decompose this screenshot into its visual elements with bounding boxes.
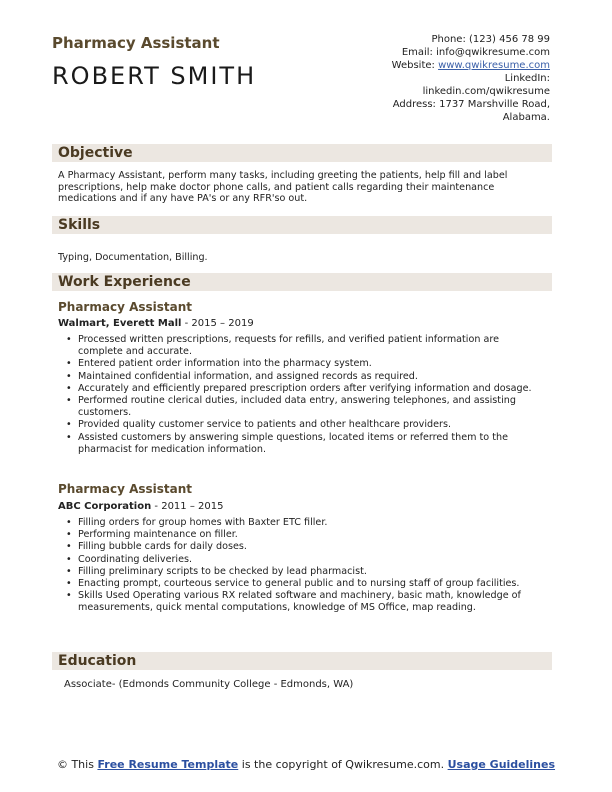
list-item: • Performed routine clerical duties, included data entry, answering telephones, and assisting customers. (60, 395, 540, 419)
contact-block (290, 33, 550, 124)
job-1-dates: - 2015 – 2019 (181, 318, 254, 329)
footer-copyright: © This Free Resume Template is the copyright of Qwikresume.com. Usage Guidelines (56, 758, 556, 771)
list-item: • Assisted customers by answering simple questions, located items or referred them to the pharmacist for medication information. (60, 432, 540, 456)
list-item: • Entered patient order information into the pharmacy system. (60, 358, 540, 370)
job-2-employer: ABC Corporation (58, 501, 152, 512)
contact-linkedin: linkedin.com/qwikresume (422, 86, 550, 97)
objective-section-header (52, 144, 552, 162)
list-item: • Filling bubble cards for daily doses. (60, 541, 540, 553)
work-section-header (52, 273, 552, 291)
candidate-name: ROBERT SMITH (52, 62, 257, 90)
contact-linkedin-label: LinkedIn: (504, 73, 550, 84)
contact-website: Website: www.qwikresume.com (391, 60, 550, 71)
job-1-employer: Walmart, Everett Mall (58, 318, 182, 329)
header-job-title: Pharmacy Assistant (52, 34, 220, 52)
contact-address: Address: 1737 Marshville Road, (392, 99, 550, 110)
list-item: • Skills Used Operating various RX related software and machinery, basic math, knowledge of measurements, quick mental computations, knowledge of MS Office, map reading. (60, 590, 540, 614)
list-item: • Filling orders for group homes with Baxter ETC filler. (60, 517, 540, 529)
job-2-employer-line (58, 501, 223, 512)
skills-heading: Skills (58, 217, 101, 233)
skills-text: Typing, Documentation, Billing. (58, 252, 208, 263)
job-1-bullets (60, 334, 540, 456)
list-item: • Maintained confidential information, and assigned records as required. (60, 371, 540, 383)
job-2-dates: - 2011 – 2015 (151, 501, 224, 512)
website-link[interactable]: www.qwikresume.com (438, 60, 550, 71)
education-heading: Education (58, 653, 137, 669)
list-item: • Accurately and efficiently prepared prescription orders after verifying information and dosage. (60, 383, 540, 395)
job-1-employer-line (58, 318, 254, 329)
list-item: • Processed written prescriptions, requests for refills, and verified patient information are complete and accurate. (60, 334, 540, 358)
contact-phone: Phone: (123) 456 78 99 (431, 34, 550, 45)
job-2-title: Pharmacy Assistant (58, 482, 193, 496)
list-item: • Filling preliminary scripts to be checked by lead pharmacist. (60, 566, 540, 578)
education-section-header (52, 652, 552, 670)
list-item: • Provided quality customer service to patients and other healthcare providers. (60, 419, 540, 431)
list-item: • Coordinating deliveries. (60, 554, 540, 566)
free-resume-template-link[interactable]: Free Resume Template (97, 758, 239, 771)
objective-text: A Pharmacy Assistant, perform many tasks, including greeting the patients, help fill and label prescriptions, help make doctor phone calls, and patient calls regarding their maintenance medications and if any have PA's or any RFR'so out. (58, 170, 508, 205)
contact-email: Email: info@qwikresume.com (401, 47, 550, 58)
list-item: • Performing maintenance on filler. (60, 529, 540, 541)
job-2-bullets (60, 517, 540, 615)
list-item: • Enacting prompt, courteous service to general public and to nursing staff of group facilities. (60, 578, 540, 590)
contact-address-line2: Alabama. (502, 112, 550, 123)
objective-heading: Objective (58, 145, 133, 161)
education-entry: Associate- (Edmonds Community College - Edmonds, WA) (64, 679, 354, 690)
skills-section-header (52, 216, 552, 234)
job-1-title: Pharmacy Assistant (58, 300, 193, 314)
work-heading: Work Experience (58, 274, 191, 290)
usage-guidelines-link[interactable]: Usage Guidelines (447, 758, 556, 771)
